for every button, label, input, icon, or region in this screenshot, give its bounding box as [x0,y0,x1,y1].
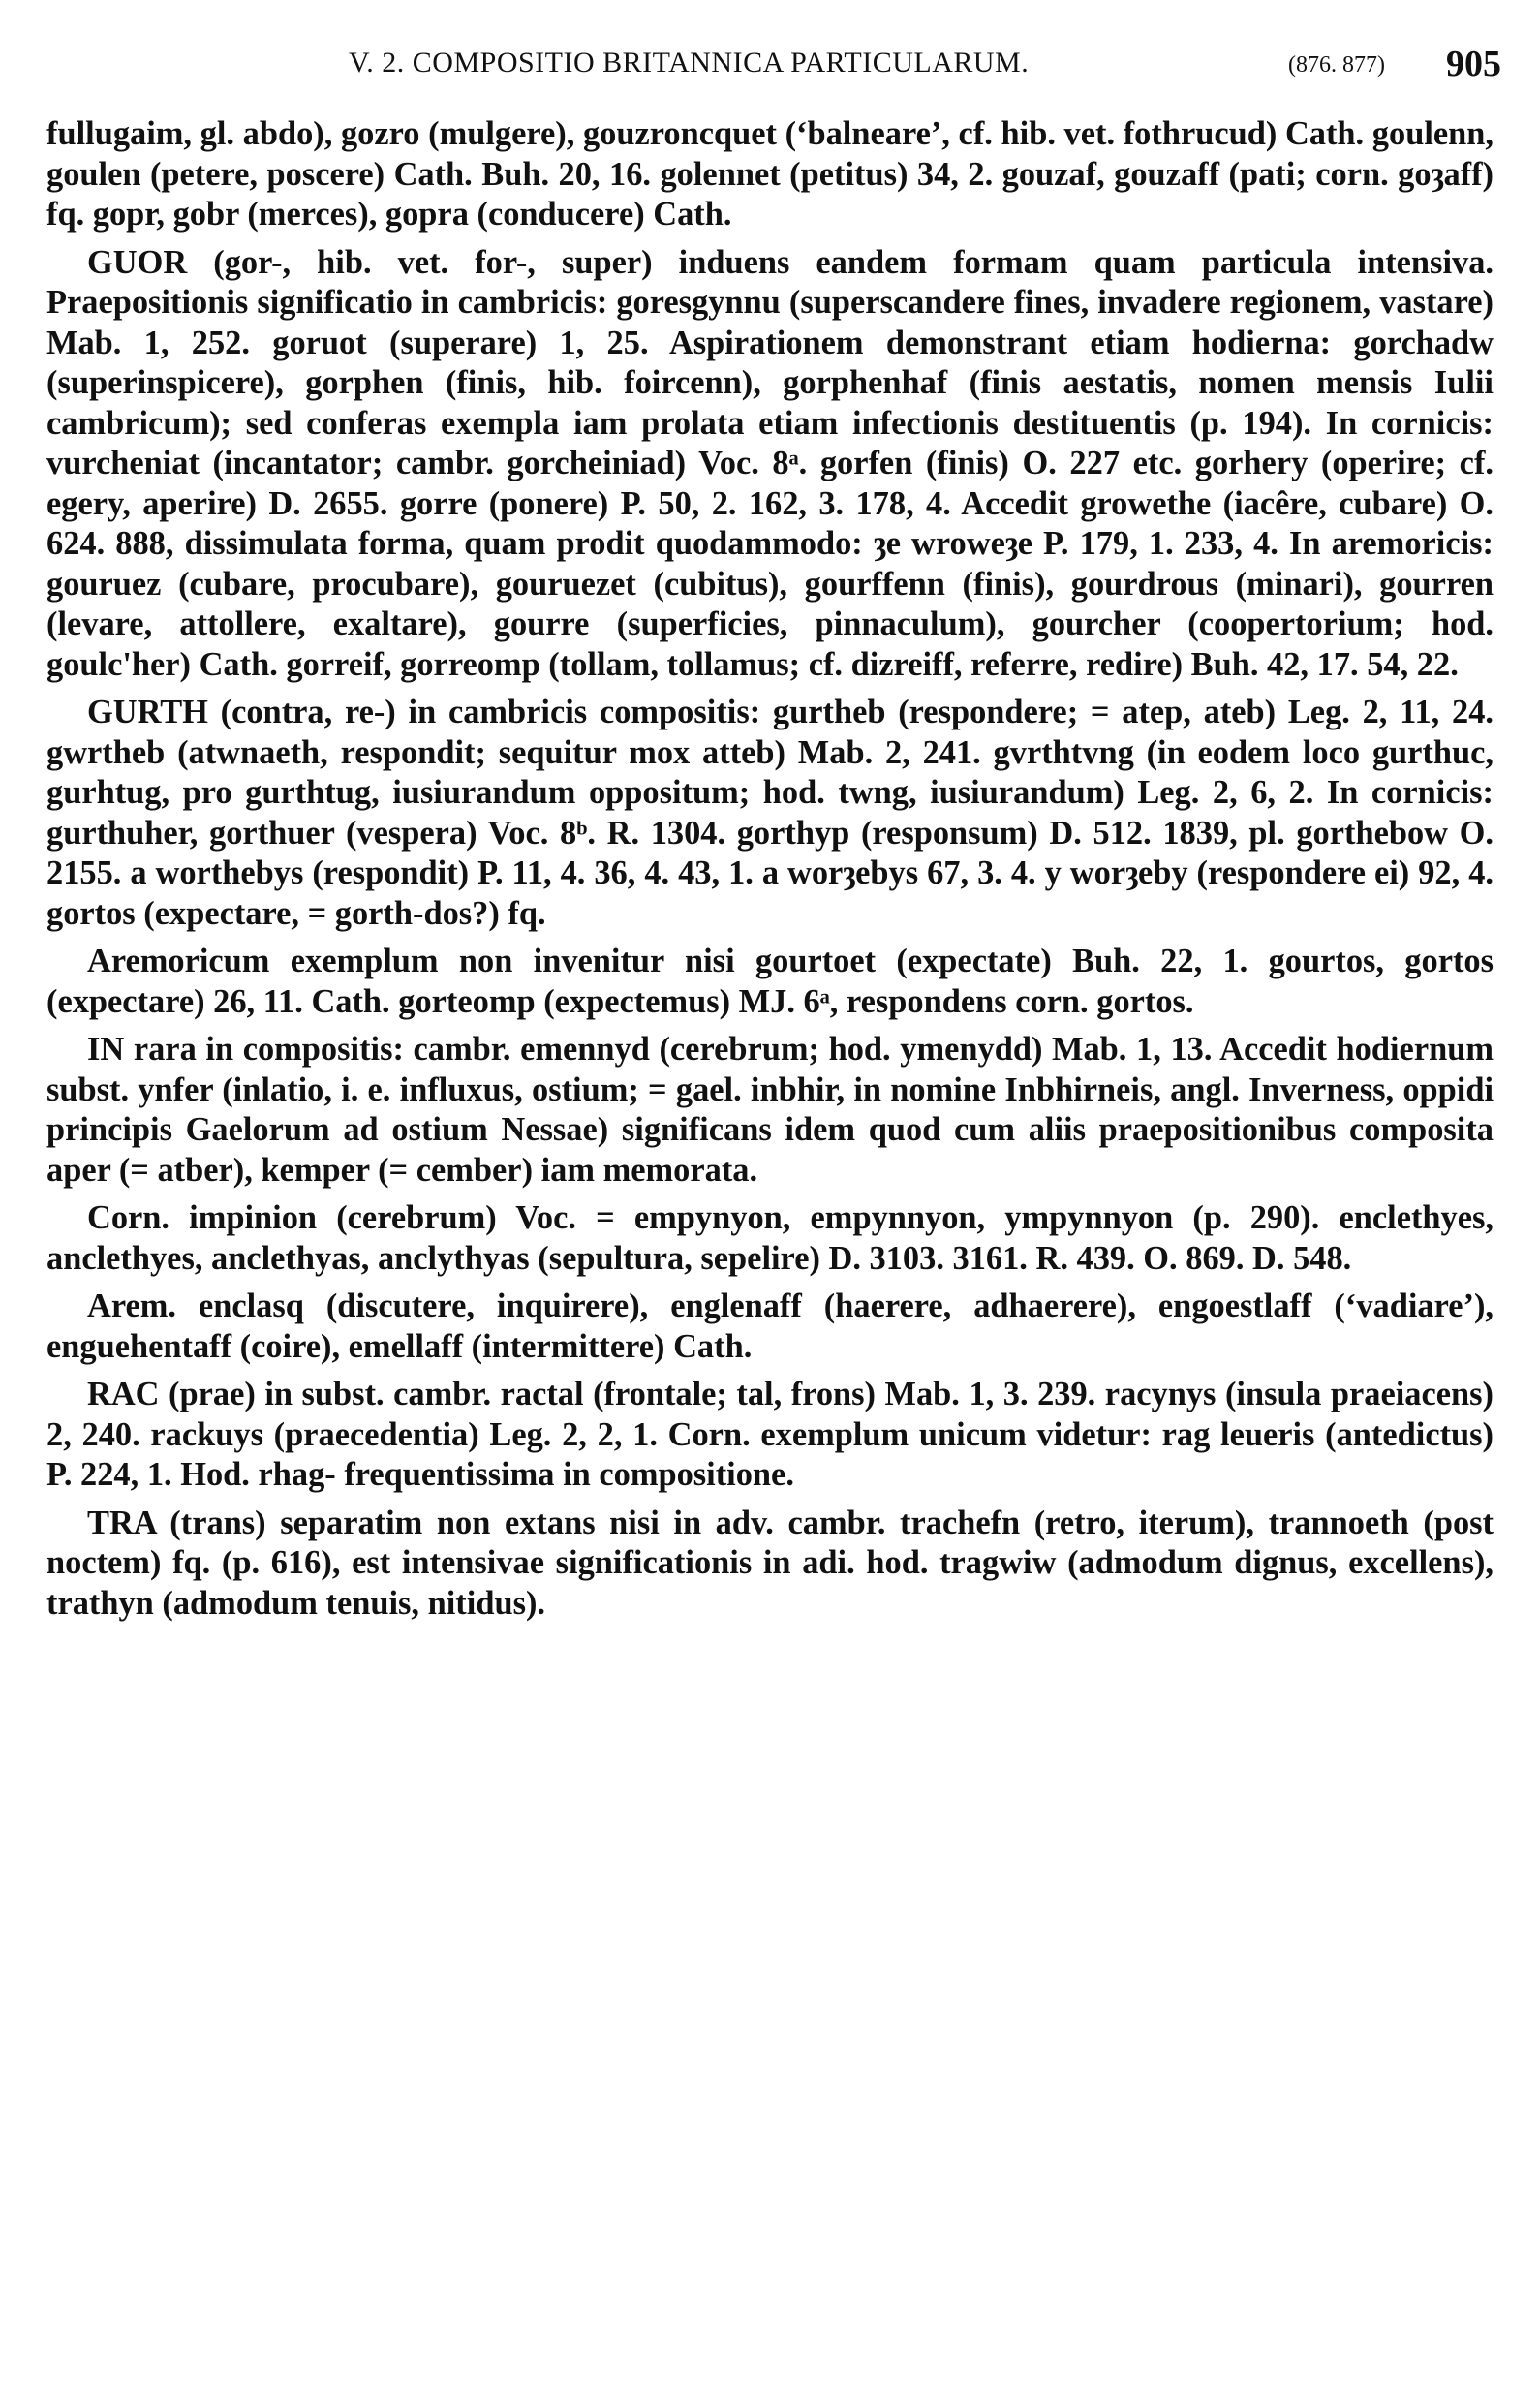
paragraph-rac: RAC (prae) in subst. cambr. ractal (frontale; tal, frons) Mab. 1, 3. 239. racynys (insula praeiacens) 2, 240. rackuys (praecedentia) Leg. 2, 2, 1. Corn. exemplum unicum videtur: rag leueris (antedictus) P. 224, 1. Hod. rhag- frequentissima in compositione. [46,1376,1494,1493]
paragraph-in: IN rara in compositis: cambr. emennyd (cerebrum; hod. ymenydd) Mab. 1, 13. Accedit hodiernum subst. ynfer (inlatio, i. e. influxus, ostium; = gael. inbhir, in nomine Inbhirneis, angl. Inverness, oppidi principis Gaelorum ad ostium Nessae) significans idem quod cum aliis praepositionibus composita aper (= atber), kemper (= cember) iam memorata. [46,1031,1494,1189]
paragraph-gurth: GURTH (contra, re-) in cambricis compositis: gurtheb (respondere; = atep, ateb) Leg. 2, 11, 24. gwrtheb (atwnaeth, respondit; sequitur mox atteb) Mab. 2, 241. gvrthtvng (in eodem loco gurthuc, gurhtug, pro gurthtug, iusiurandum oppositum; hod. twng, iusiurandum) Leg. 2, 6, 2. In cornicis: gurthuher, gorthuer (vespera) Voc. 8ᵇ. R. 1304. gorthyp (responsum) D. 512. 1839, pl. gorthebow O. 2155. a worthebys (respondit) P. 11, 4. 36, 4. 43, 1. a worȝebys 67, 3. 4. y worȝeby (respondere ei) 92, 4. gortos (expectare, = gorth-dos?) fq. [46,694,1494,932]
running-header [39,43,1501,91]
paragraph-aremoricum: Aremoricum exemplum non invenitur nisi gourtoet (expectate) Buh. 22, 1. gourtos, gortos (expectare) 26, 11. Cath. gorteomp (expectemus) MJ. 6ᵃ, respondens corn. gortos. [46,943,1494,1020]
running-title: V. 2. COMPOSITIO BRITANNICA PARTICULARUM. [349,47,1030,78]
paragraph-corn: Corn. impinion (cerebrum) Voc. = empynyon, empynnyon, ympynnyon (p. 290). enclethyes, anclethyes, anclethyas, anclythyas (sepultura, sepelire) D. 3103. 3161. R. 439. O. 869. D. 548. [46,1199,1494,1277]
column-numbers: (876. 877) [1288,52,1385,78]
paragraph-arem: Arem. enclasq (discutere, inquirere), englenaff (haerere, adhaerere), engoestlaff (‘vadiare’), enguehentaff (coire), emellaff (intermittere) Cath. [46,1288,1494,1365]
paragraph-continuation: fullugaim, gl. abdo), gozro (mulgere), gouzroncquet (‘balneare’, cf. hib. vet. fothrucud) Cath. goulenn, goulen (petere, poscere) Cath. Buh. 20, 16. golennet (petitus) 34, 2. gouzaf, gouzaff (pati; corn. goȝaff) fq. gopr, gobr (merces), gopra (conducere) Cath. [46,115,1494,233]
page-number: 905 [1446,44,1501,84]
paragraph-tra: TRA (trans) separatim non extans nisi in adv. cambr. trachefn (retro, iterum), trannoeth (post noctem) fq. (p. 616), est intensivae significationis in adi. hod. tragwiw (admodum dignus, excellens), trathyn (admodum tenuis, nitidus). [46,1504,1494,1622]
page-body [46,114,1494,1624]
paragraph-guor: GUOR (gor-, hib. vet. for-, super) induens eandem formam quam particula intensiva. Praepositionis significatio in cambricis: goresgynnu (superscandere fines, invadere regionem, vastare) Mab. 1, 252. goruot (superare) 1, 25. Aspirationem demonstrant etiam hodierna: gorchadw (superinspicere), gorphen (finis, hib. foircenn), gorphenhaf (finis aestatis, nomen mensis Iulii cambricum); sed conferas exempla iam prolata etiam infectionis destituentis (p. 194). In cornicis: vurcheniat (incantator; cambr. gorcheiniad) Voc. 8ᵃ. gorfen (finis) O. 227 etc. gorhery (operire; cf. egery, aperire) D. 2655. gorre (ponere) P. 50, 2. 162, 3. 178, 4. Accedit growethe (iacêre, cubare) O. 624. 888, dissimulata forma, quam prodit quodammodo: ȝe wroweȝe P. 179, 1. 233, 4. In aremoricis: gouruez (cubare, procubare), gouruezet (cubitus), gourffenn (finis), gourdrous (minari), gourren (levare, attollere, exaltare), gourre (superficies, pinnaculum), gourcher (coopertorium; hod. goulc'her) Cath. gorreif, gorreomp (tollam, tollamus; cf. dizreiff, referre, redire) Buh. 42, 17. 54, 22. [46,243,1494,683]
